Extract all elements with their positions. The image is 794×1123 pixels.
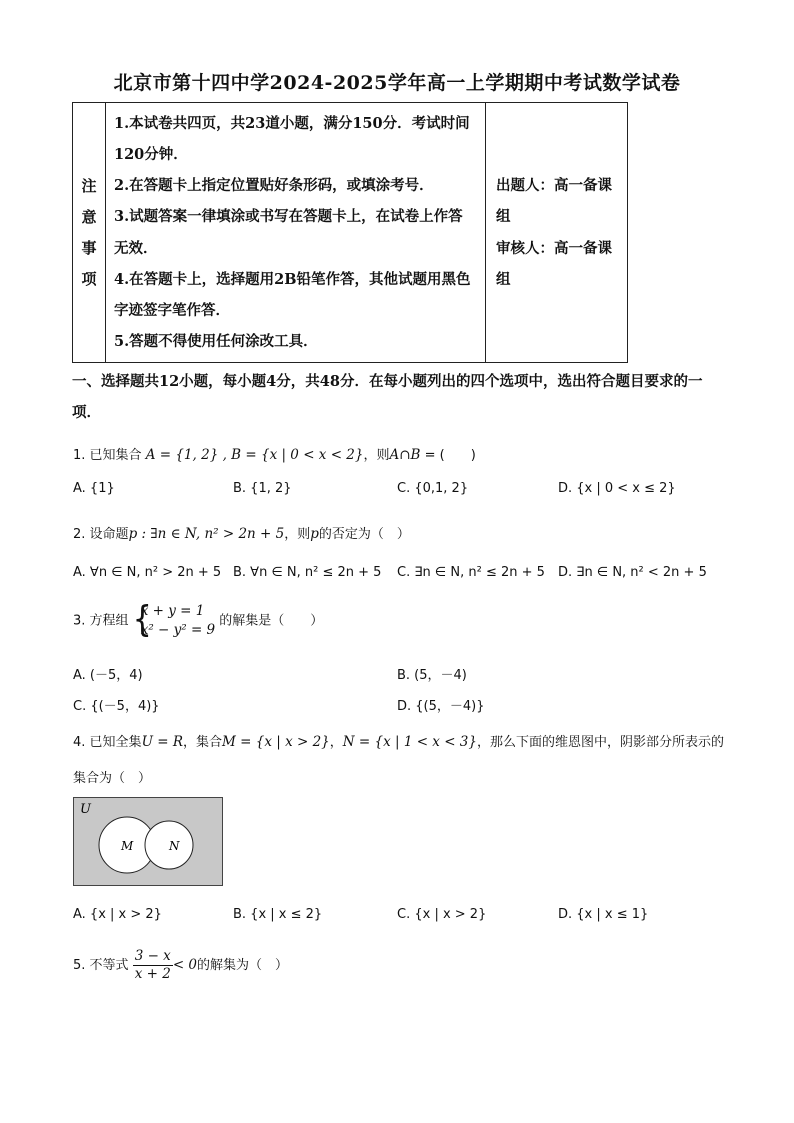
equation-line: x² − y² = 9 [140,622,216,638]
q2-option-d: D. ∃n ∈ N, n² < 2n + 5 [558,565,707,580]
setter-text: 出题人：高一备课组 [496,176,612,225]
q2-option-c: C. ∃n ∈ N, n² ≤ 2n + 5 [397,565,545,580]
brace-icon: { [132,598,152,641]
equation-system [132,598,216,641]
set-m-label: M [121,839,134,853]
stem-text: 的解集为（ ） [197,958,289,973]
rule-item: 5.答题不得使用任何涂改工具． [114,333,318,351]
section-one-heading: 一、选择题共12小题，每小题4分，共48分．在每小题列出的四个选项中，选出符合题目要求的一项． [72,373,703,421]
notes-heading-char: 事 [81,238,97,257]
stem-text: 已知集合 [89,448,142,463]
notes-heading-char: 意 [81,207,97,226]
question-number: 5. [73,958,86,973]
fraction-numerator: 3 − x [134,948,171,964]
stem-text: 不等式 [89,958,129,973]
notes-rules [106,103,486,363]
q3-option-c: C. {(－5，4)} [73,699,160,714]
universe-label: U [80,802,91,817]
rule-item: 4.在答题卡上，选择题用2B铅笔作答，其他试题用黑色字迹签字笔作答． [114,270,471,319]
notes-authors [486,103,628,363]
question-3-stem [73,598,324,641]
stem-math: M = {x | x > 2} [222,734,330,750]
reviewer-text: 审核人：高一备课组 [496,239,612,288]
fraction-denominator: x + 2 [134,966,171,982]
stem-text: 设命题 [89,527,129,542]
question-number: 1. [73,448,86,463]
stem-text: 方程组 [89,613,129,629]
q3-option-d: D. {(5，－4)} [397,699,485,714]
stem-math: < 0 [172,957,198,973]
stem-text: ， [329,735,343,750]
stem-math: A∩B [389,447,421,463]
q1-option-d: D. {x | 0 < x ≤ 2} [558,481,676,496]
stem-text: 的否定为（ ） [318,527,410,542]
notes-heading [73,103,106,363]
venn-diagram [73,797,223,886]
q3-option-b: B. (5，－4) [397,668,467,683]
exam-title: 北京市第十四中学2024-2025学年高一上学期期中考试数学试卷 [113,72,681,94]
question-4-stem-line2: 集合为（ ） [73,771,152,786]
stem-text: ，那么下面的维恩图中，阴影部分所表示的 [477,735,725,750]
notes-heading-char: 注 [81,176,97,195]
stem-math: U = R [141,734,183,750]
q4-option-d: D. {x | x ≤ 1} [558,907,649,922]
q3-option-a: A. (－5，4) [73,668,143,683]
stem-math: N = {x | 1 < x < 3} [342,734,477,750]
stem-text: 已知全集 [89,735,142,750]
rule-item: 2.在答题卡上指定位置贴好条形码，或填涂考号． [114,177,434,195]
fraction [133,948,173,983]
stem-math: A = {1, 2} , B = {x | 0 < x < 2} [145,447,364,463]
q4-option-c: C. {x | x > 2} [397,907,487,922]
q4-option-b: B. {x | x ≤ 2} [233,907,323,922]
rule-item: 1.本试卷共四页，共23道小题，满分150分．考试时间120分钟． [114,114,470,163]
q4-option-a: A. {x | x > 2} [73,907,162,922]
question-4-stem [73,731,724,750]
notes-heading-char: 项 [81,269,97,288]
question-number: 2. [73,527,86,542]
stem-text: ，则 [363,448,390,463]
stem-text: ，则 [284,527,311,542]
question-5-stem [73,948,288,983]
question-2-stem [73,523,410,542]
q2-option-b: B. ∀n ∈ N, n² ≤ 2n + 5 [233,565,382,580]
q1-option-b: B. {1, 2} [233,481,292,496]
q1-option-a: A. {1} [73,481,115,496]
question-number: 4. [73,735,86,750]
stem-text: = ( ) [424,448,476,463]
instructions-table [72,102,628,363]
question-1-stem [73,444,476,463]
q1-option-c: C. {0,1, 2} [397,481,469,496]
rule-item: 3.试题答案一律填涂或书写在答题卡上，在试卷上作答无效． [114,208,463,257]
question-number: 3. [73,613,86,629]
set-n-label: N [169,839,180,853]
stem-text: ，集合 [183,735,223,750]
stem-math: p [310,526,319,542]
stem-text: 的解集是（ ） [219,613,324,629]
stem-math: p : ∃n ∈ N, n² > 2n + 5 [128,526,285,542]
q2-option-a: A. ∀n ∈ N, n² > 2n + 5 [73,565,222,580]
equation-line: x + y = 1 [140,603,205,619]
